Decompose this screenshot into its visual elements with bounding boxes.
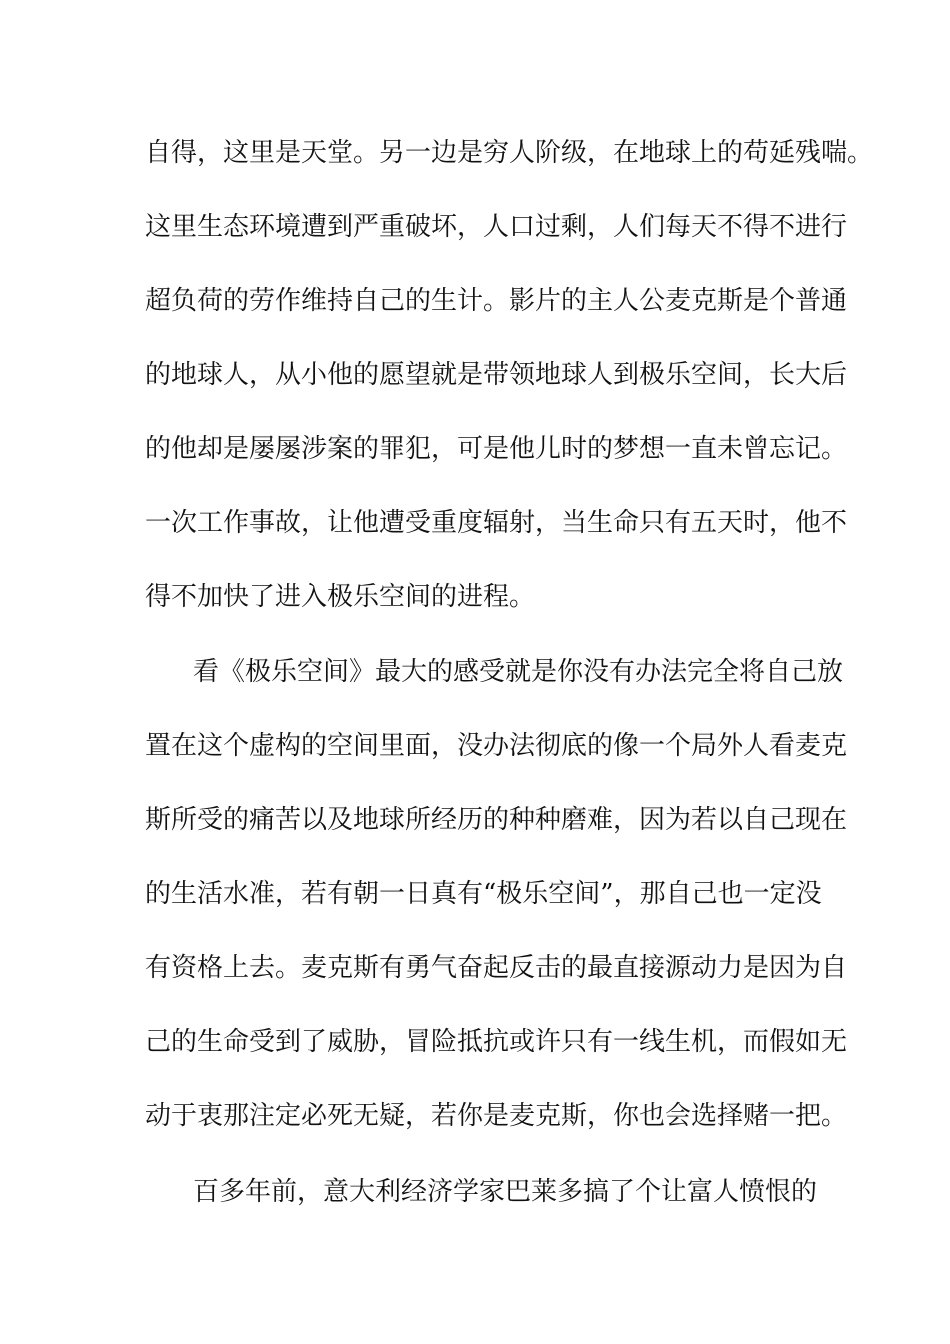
text-line: 己的生命受到了威胁，冒险抵抗或许只有一线生机，而假如无 xyxy=(145,1027,848,1057)
text-line: 斯所受的痛苦以及地球所经历的种种磨难，因为若以自己现在 xyxy=(145,805,848,835)
text-line: 的他却是屡屡涉案的罪犯，可是他儿时的梦想一直未曾忘记。 xyxy=(145,434,848,464)
text-line: 的地球人，从小他的愿望就是带领地球人到极乐空间，长大后 xyxy=(145,360,848,390)
text-line: 超负荷的劳作维持自己的生计。影片的主人公麦克斯是个普通 xyxy=(145,286,848,316)
text-line: 一次工作事故，让他遭受重度辐射，当生命只有五天时，他不 xyxy=(145,508,848,538)
text-line: 得不加快了进入极乐空间的进程。 xyxy=(145,582,536,612)
text-line: 动于衷那注定必死无疑，若你是麦克斯，你也会选择赌一把。 xyxy=(145,1101,848,1131)
paragraph-start-line: 看《极乐空间》最大的感受就是你没有办法完全将自己放 xyxy=(193,657,844,687)
paragraph-start-line: 百多年前，意大利经济学家巴莱多搞了个让富人愤恨的 xyxy=(193,1177,818,1207)
text-line: 置在这个虚构的空间里面，没办法彻底的像一个局外人看麦克 xyxy=(145,731,848,761)
text-line: 的生活水准，若有朝一日真有“极乐空间”，那自己也一定没 xyxy=(145,879,822,909)
text-line: 自得，这里是天堂。另一边是穷人阶级，在地球上的苟延残喘。 xyxy=(145,138,874,168)
text-line: 这里生态环境遭到严重破坏，人口过剩，人们每天不得不进行 xyxy=(145,212,848,242)
text-line: 有资格上去。麦克斯有勇气奋起反击的最直接源动力是因为自 xyxy=(145,953,848,983)
